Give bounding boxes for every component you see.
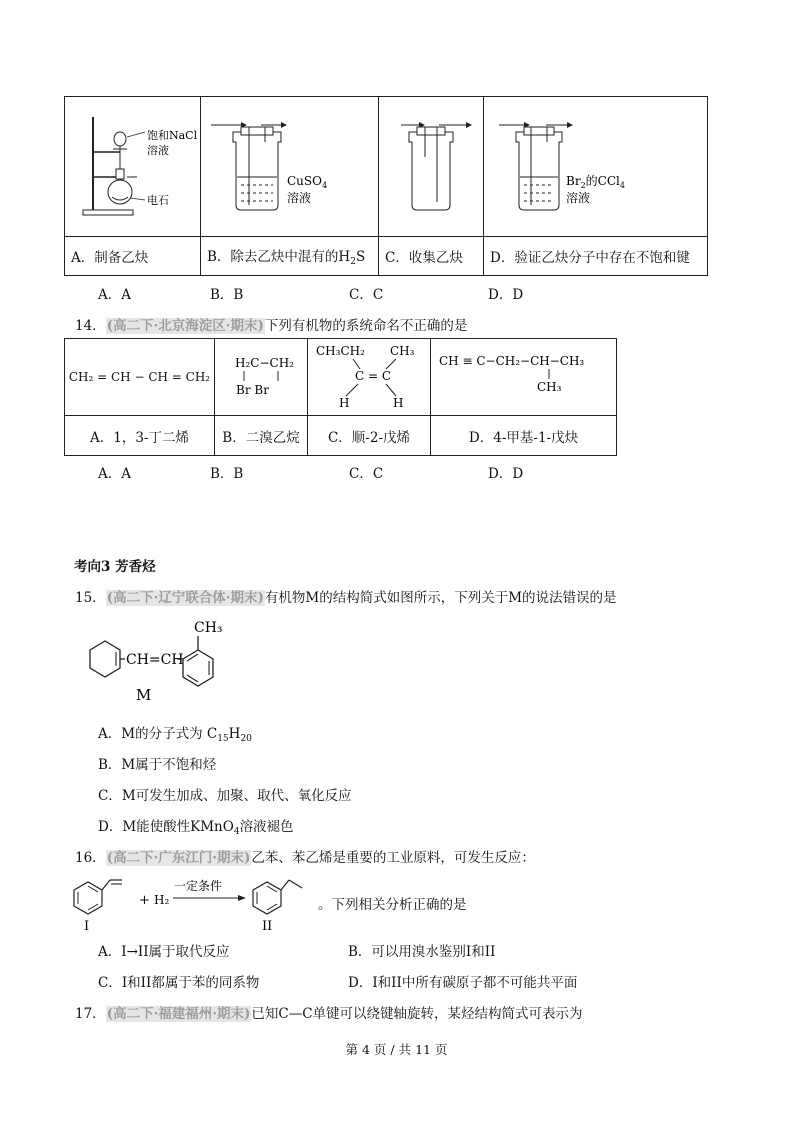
q17-source: (高二下·福建福州·期末): [106, 1006, 251, 1022]
q14-formula-a: CH₂ = CH − CH = CH₂: [68, 370, 211, 384]
q15-methyl: CH₃: [194, 620, 223, 636]
q16-reagent: H₂: [154, 893, 170, 907]
svg-text:Br Br: Br Br: [236, 383, 269, 397]
q14-stem: 下列有机物的系统命名不正确的是: [264, 318, 468, 334]
q15-source: (高二下·辽宁联合体·期末): [106, 590, 264, 606]
section-heading: 考向3 芳香烃: [74, 559, 156, 575]
q16-reaction: [66, 870, 326, 934]
q16-label-1: I: [84, 919, 90, 934]
svg-text:CH ≡ C−CH₂−CH−CH₃: CH ≡ C−CH₂−CH−CH₃: [439, 354, 585, 368]
q15-number: 15．: [75, 590, 106, 606]
svg-text:H: H: [339, 396, 350, 410]
q16-source: (高二下·广东江门·期末): [106, 850, 251, 866]
apparatus-a-label-1: 饱和NaCl: [147, 129, 198, 142]
q14-choice-b[interactable]: B．B: [210, 466, 244, 482]
q14-choice-a[interactable]: A．A: [98, 466, 131, 482]
apparatus-c-figure: [379, 97, 483, 232]
svg-text:CH₃CH₂: CH₃CH₂: [316, 344, 365, 358]
apparatus-a-figure: [65, 97, 200, 232]
q15-option-b[interactable]: B．M属于不饱和烃: [98, 757, 217, 773]
apparatus-b-reagent-2: 溶液: [287, 191, 312, 205]
apparatus-d-reagent-2: 溶液: [566, 191, 591, 205]
apparatus-b-figure: [201, 97, 378, 232]
q16-option-c[interactable]: C．I和II都属于苯的同系物: [98, 975, 260, 991]
q14-label-b: B．二溴乙烷: [215, 416, 308, 456]
q14-formula-d: [431, 339, 616, 411]
q15-stem: 有机物M的结构简式如图所示，下列关于M的说法错误的是: [264, 590, 617, 606]
svg-text:CH₃: CH₃: [537, 380, 562, 394]
q15-label-m: M: [136, 686, 152, 704]
apparatus-d-reagent-1: $Br_2$的CCl$_4$: [566, 174, 625, 190]
apparatus-d-cell: [484, 97, 708, 237]
q14-choice-d[interactable]: D．D: [488, 466, 524, 482]
svg-text:H: H: [393, 396, 404, 410]
apparatus-a-label-2: 溶液: [147, 144, 169, 157]
q15-option-c[interactable]: C．M可发生加成、加聚、取代、氧化反应: [98, 788, 352, 804]
apparatus-a-cell: [65, 97, 201, 237]
svg-text:H₂C−CH₂: H₂C−CH₂: [235, 356, 294, 370]
q16-option-b[interactable]: B．可以用溴水鉴别I和II: [348, 944, 496, 960]
q13-label-c: C．收集乙炔: [379, 237, 484, 276]
q13-label-d: D．验证乙炔分子中存在不饱和键: [484, 237, 708, 276]
q13-label-b: B．除去乙炔中混有的$H_2S$: [201, 237, 379, 276]
svg-text:CH₃: CH₃: [390, 344, 415, 358]
q16-option-d[interactable]: D．I和II中所有碳原子都不可能共平面: [348, 975, 578, 991]
apparatus-c-cell: [379, 97, 484, 237]
q14-source: (高二下·北京海淀区·期末): [106, 318, 264, 334]
apparatus-b-reagent-1: CuSO$_4$: [287, 174, 328, 190]
q14-formula-a-cell: [65, 339, 215, 416]
q13-choice-b[interactable]: B．B: [210, 287, 244, 303]
q15-option-a[interactable]: A．M的分子式为 $C_{15}H_{20}$: [98, 726, 252, 744]
q17-stem: 已知C—C单键可以绕键轴旋转，某烃结构简式可表示为: [251, 1006, 583, 1022]
q14-formula-b-cell: [215, 339, 308, 416]
q14-formula-c-cell: [308, 339, 431, 416]
apparatus-a-label-3: 电石: [147, 194, 169, 207]
q14-choice-c[interactable]: C．C: [349, 466, 384, 482]
q14-number: 14．: [75, 318, 106, 334]
q16-stem-tail: 。下列相关分析正确的是: [318, 897, 467, 913]
q14-table: [64, 338, 617, 456]
q13-choice-c[interactable]: C．C: [349, 287, 384, 303]
q14-label-c: C．顺-2-戊烯: [308, 416, 431, 456]
q16-stem: 乙苯、苯乙烯是重要的工业原料，可发生反应：: [251, 850, 535, 866]
q14-formula-d-cell: [431, 339, 617, 416]
svg-text:C = C: C = C: [355, 369, 392, 383]
q14-label-a: A．1，3-丁二烯: [65, 416, 215, 456]
q17-stem-line: [75, 1002, 583, 1022]
q15-stem-line: [75, 586, 617, 606]
apparatus-b-cell: [201, 97, 379, 237]
q17-number: 17．: [75, 1006, 106, 1022]
q15-structure: [70, 612, 250, 707]
q16-plus: +: [139, 893, 150, 908]
apparatus-d-figure: [484, 97, 707, 232]
q16-number: 16．: [75, 850, 106, 866]
page-footer: 第 4 页 / 共 11 页: [345, 1042, 448, 1057]
q14-formula-b: [215, 339, 307, 411]
q15-option-d[interactable]: D．M能使酸性KMnO$_4$溶液褪色: [98, 819, 294, 837]
q13-label-a: A．制备乙炔: [65, 237, 201, 276]
q16-option-a[interactable]: A．I→II属于取代反应: [98, 944, 230, 960]
q16-stem-line: [75, 846, 535, 866]
q13-choice-d[interactable]: D．D: [488, 287, 524, 303]
q15-linker: CH=CH: [126, 652, 184, 668]
q14-formula-c: [308, 339, 430, 411]
q14-stem-line: [75, 314, 467, 334]
q13-table: [64, 96, 708, 276]
q16-condition: 一定条件: [174, 879, 223, 893]
q13-choice-a[interactable]: A．A: [98, 287, 131, 303]
q14-label-d: D．4-甲基-1-戊炔: [431, 416, 617, 456]
q16-label-2: II: [262, 919, 273, 934]
